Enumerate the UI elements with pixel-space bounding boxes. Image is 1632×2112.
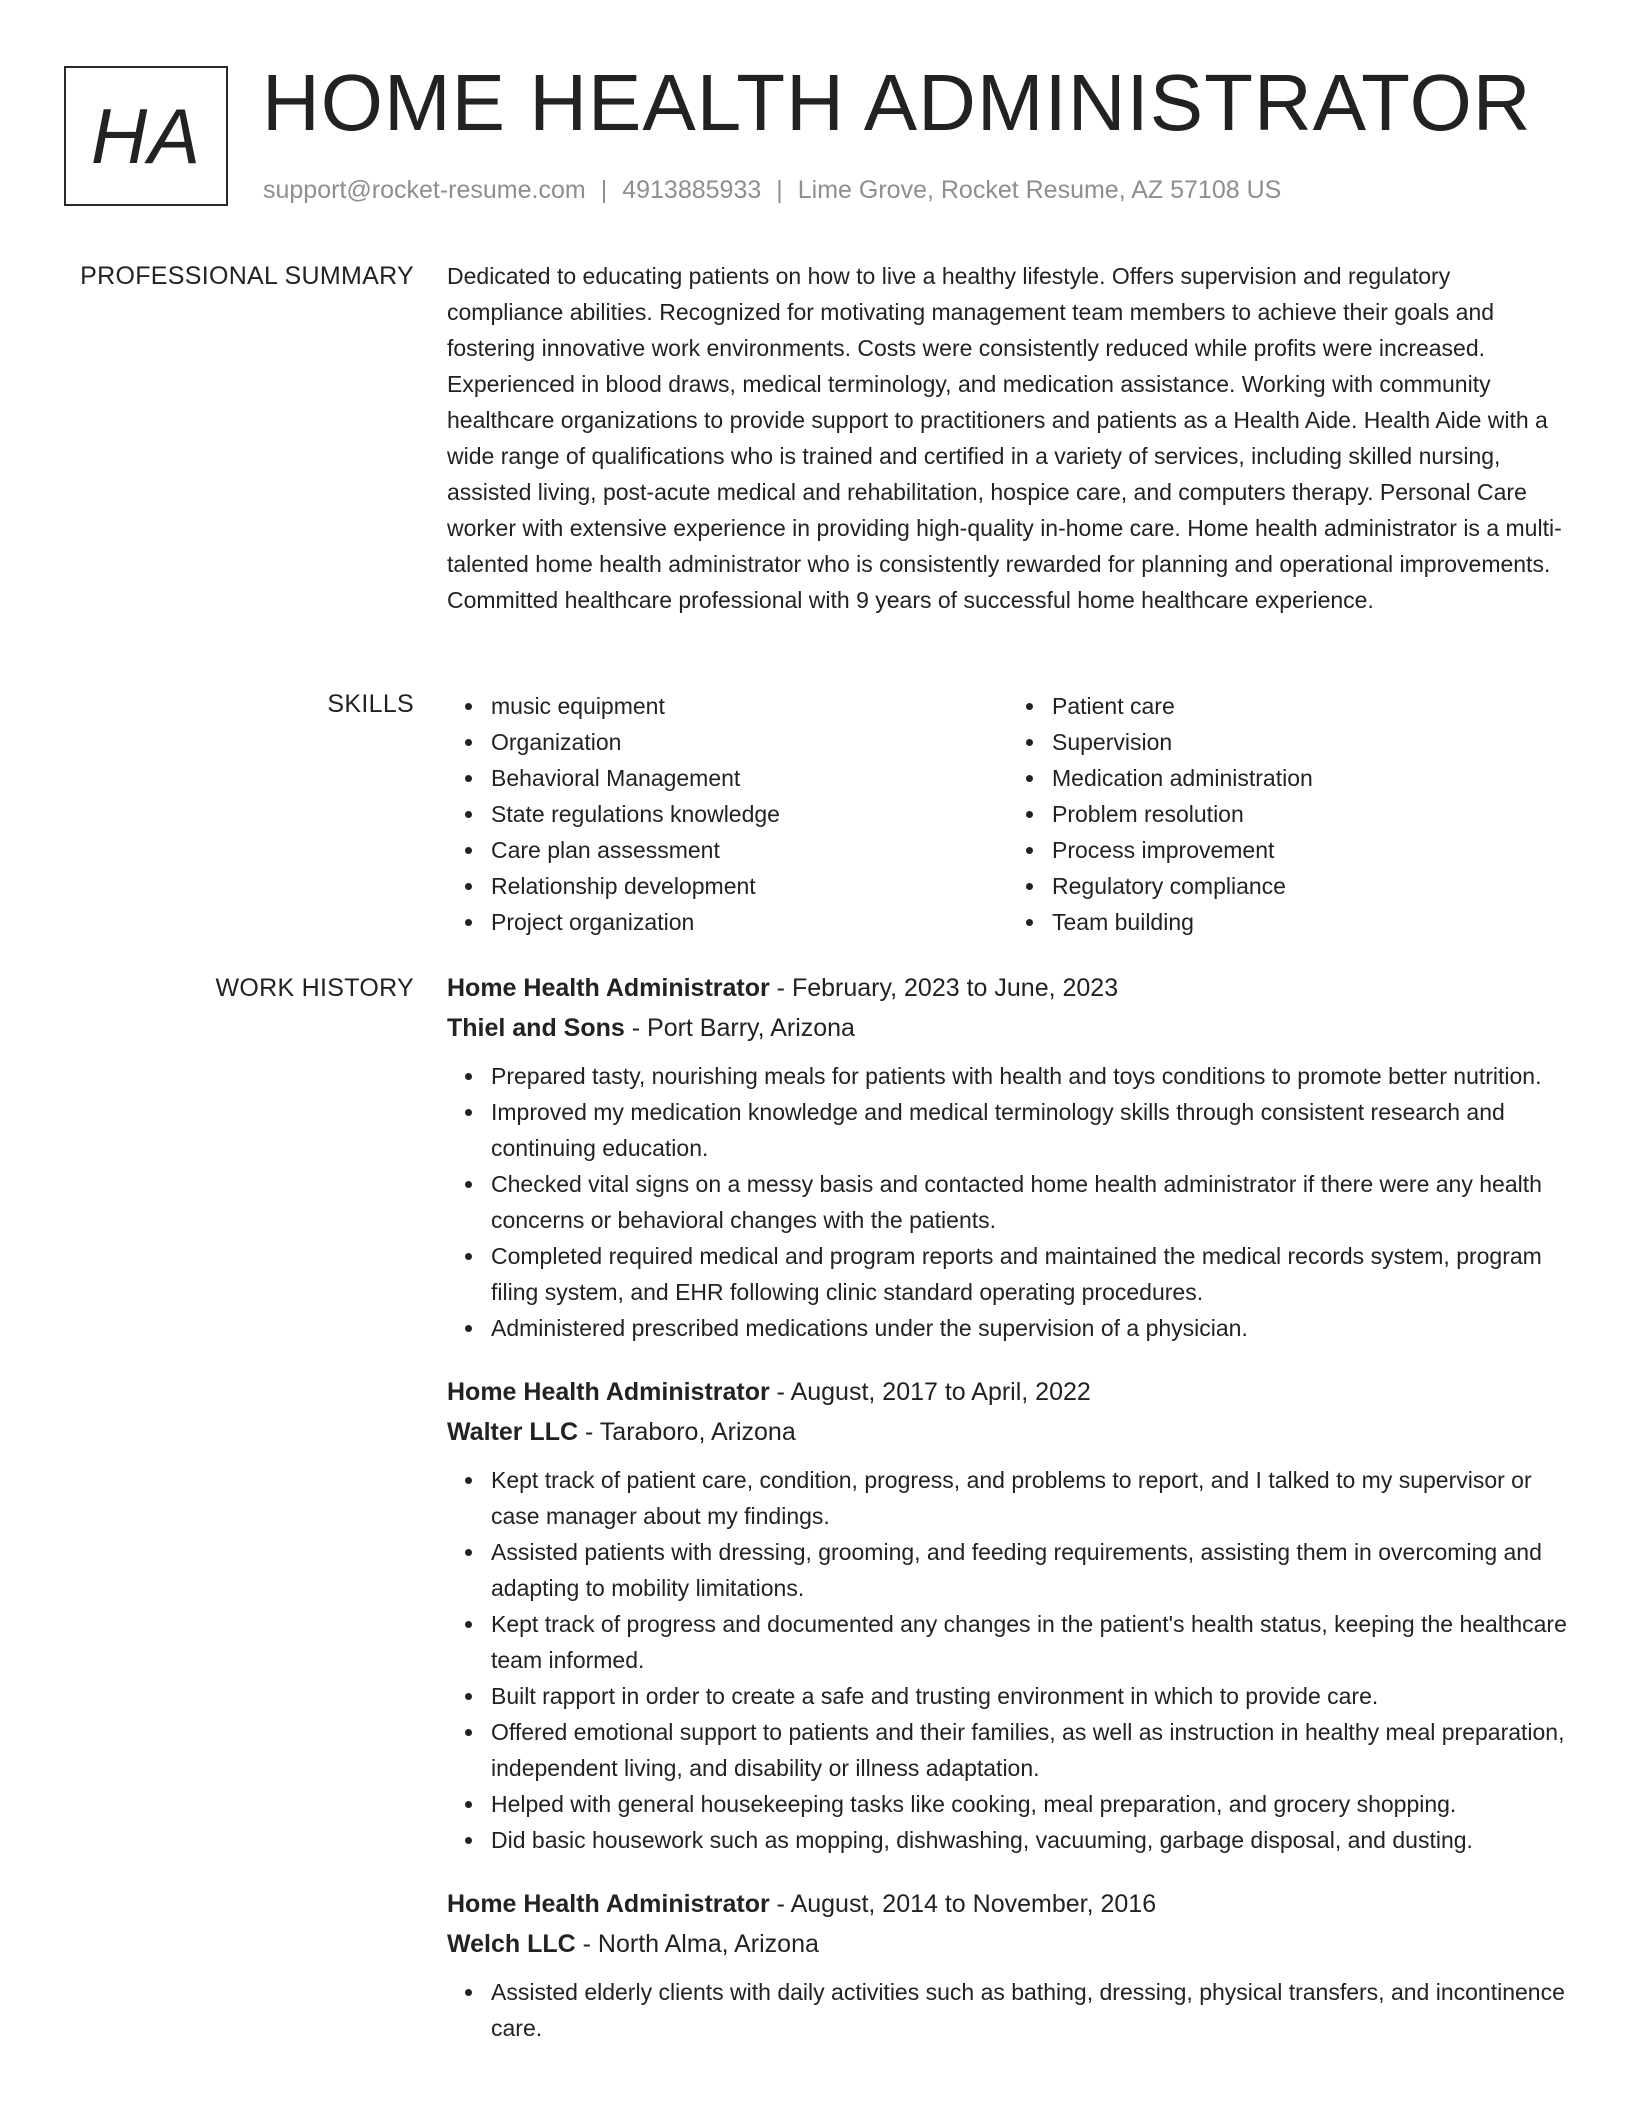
contact-address: Lime Grove, Rocket Resume, AZ 57108 US: [797, 176, 1282, 204]
job-dates: - August, 2014 to November, 2016: [769, 1890, 1157, 1918]
job-bullet: Prepared tasty, nourishing meals for patients with health and toys conditions to promote better nutrition.: [491, 1058, 1569, 1094]
job-title-line: [447, 968, 1569, 1008]
job-bullet: Assisted elderly clients with daily activities such as bathing, dressing, physical transfers, and incontinence care.: [491, 1974, 1569, 2046]
summary-text: Dedicated to educating patients on how to live a healthy lifestyle. Offers supervision and regulatory compliance abilities. Recognized for motivating management team members to achieve their goals and fostering innovative work environments. Costs were consistently reduced while profits were increased. Experienced in blood draws, medical terminology, and medication assistance. Working with community healthcare organizations to provide support to practitioners and patients as a Health Aide. Health Aide with a wide range of qualifications who is trained and certified in a variety of services, including skilled nursing, assisted living, post-acute medical and rehabilitation, hospice care, and computers therapy. Personal Care worker with extensive experience in providing high-quality in-home care. Home health administrator is a multi-talented home health administrator who is consistently rewarded for planning and operational improvements. Committed healthcare professional with 9 years of successful home healthcare experience.: [447, 263, 1562, 613]
job-title: Home Health Administrator: [447, 974, 770, 1002]
skill-item: Medication administration: [1052, 760, 1569, 796]
contact-line: [263, 174, 1281, 206]
job-title: Home Health Administrator: [447, 1378, 770, 1406]
resume-title: HOME HEALTH ADMINISTRATOR: [262, 58, 1532, 147]
job-company: Thiel and Sons: [447, 1014, 625, 1042]
job-entry: [447, 1372, 1569, 1858]
contact-email: support@rocket-resume.com: [263, 176, 586, 204]
job-dates: - February, 2023 to June, 2023: [769, 974, 1119, 1002]
job-company-line: [447, 1412, 1569, 1452]
job-company-line: [447, 1008, 1569, 1048]
skill-item: Patient care: [1052, 688, 1569, 724]
job-bullet: Helped with general housekeeping tasks like cooking, meal preparation, and grocery shopping.: [491, 1786, 1569, 1822]
monogram-logo: HA: [64, 66, 228, 206]
summary-heading: PROFESSIONAL SUMMARY: [80, 262, 414, 290]
skills-heading: SKILLS: [327, 690, 414, 718]
job-bullet: Completed required medical and program reports and maintained the medical records system, program filing system, and EHR following clinic standard operating procedures.: [491, 1238, 1569, 1310]
job-bullets: [447, 1974, 1569, 2046]
skill-item: Regulatory compliance: [1052, 868, 1569, 904]
job-location: - Taraboro, Arizona: [578, 1418, 796, 1446]
skills-list-left: [447, 688, 1008, 940]
job-entry: [447, 968, 1569, 1346]
job-bullet: Did basic housework such as mopping, dishwashing, vacuuming, garbage disposal, and dusting.: [491, 1822, 1569, 1858]
job-bullets: [447, 1058, 1569, 1346]
job-bullet: Improved my medication knowledge and medical terminology skills through consistent research and continuing education.: [491, 1094, 1569, 1166]
job-location: - Port Barry, Arizona: [624, 1014, 855, 1042]
skills-columns: [447, 688, 1569, 940]
skill-item: Supervision: [1052, 724, 1569, 760]
skill-item: Team building: [1052, 904, 1569, 940]
contact-separator: |: [600, 176, 608, 204]
job-title-line: [447, 1372, 1569, 1412]
summary-body: [447, 258, 1569, 618]
job-title-line: [447, 1884, 1569, 1924]
job-dates: - August, 2017 to April, 2022: [769, 1378, 1091, 1406]
skill-item: Care plan assessment: [491, 832, 1008, 868]
job-company-line: [447, 1924, 1569, 1964]
job-bullet: Checked vital signs on a messy basis and contacted home health administrator if there were any health concerns or behavioral changes with the patients.: [491, 1166, 1569, 1238]
skill-item: Project organization: [491, 904, 1008, 940]
contact-separator: |: [776, 176, 783, 204]
job-bullet: Kept track of progress and documented any changes in the patient's health status, keeping the healthcare team informed.: [491, 1606, 1569, 1678]
skill-item: State regulations knowledge: [491, 796, 1008, 832]
work-history-body: [447, 968, 1569, 2072]
job-entry: [447, 1884, 1569, 2046]
skill-item: Problem resolution: [1052, 796, 1569, 832]
job-company: Walter LLC: [447, 1418, 579, 1446]
skills-body: [447, 688, 1569, 940]
job-title: Home Health Administrator: [447, 1890, 770, 1918]
job-bullet: Offered emotional support to patients and their families, as well as instruction in healthy meal preparation, independent living, and disability or illness adaptation.: [491, 1714, 1569, 1786]
skill-item: Behavioral Management: [491, 760, 1008, 796]
job-bullets: [447, 1462, 1569, 1858]
skill-item: music equipment: [491, 688, 1008, 724]
skill-item: Organization: [491, 724, 1008, 760]
job-bullet: Built rapport in order to create a safe and trusting environment in which to provide care.: [491, 1678, 1569, 1714]
job-bullet: Administered prescribed medications under the supervision of a physician.: [491, 1310, 1569, 1346]
job-location: - North Alma, Arizona: [575, 1930, 819, 1958]
job-bullet: Kept track of patient care, condition, progress, and problems to report, and I talked to my supervisor or case manager about my findings.: [491, 1462, 1569, 1534]
skills-list-right: [1008, 688, 1569, 940]
job-bullet: Assisted patients with dressing, grooming, and feeding requirements, assisting them in overcoming and adapting to mobility limitations.: [491, 1534, 1569, 1606]
skill-item: Relationship development: [491, 868, 1008, 904]
skill-item: Process improvement: [1052, 832, 1569, 868]
job-company: Welch LLC: [447, 1930, 576, 1958]
work-history-heading: WORK HISTORY: [215, 974, 414, 1002]
contact-phone: 4913885933: [622, 176, 762, 204]
